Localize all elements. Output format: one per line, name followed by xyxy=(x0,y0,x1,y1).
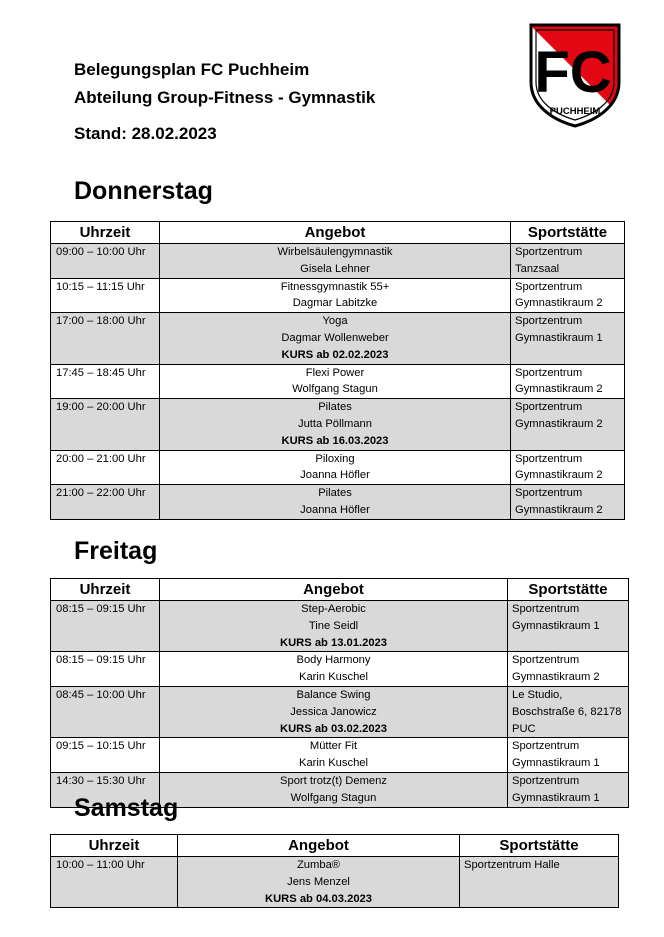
offer-cell xyxy=(178,857,460,908)
time-cell xyxy=(51,738,160,773)
instructor-name: Gisela Lehner xyxy=(300,262,370,275)
time-text: 10:00 – 11:00 Uhr xyxy=(56,859,145,871)
venue-name: Sportzentrum Halle xyxy=(464,859,560,871)
venue-name: Sportzentrum xyxy=(515,246,583,258)
offer-cell xyxy=(160,601,508,652)
column-header-angebot: Angebot xyxy=(160,222,511,244)
time-text: 10:15 – 11:15 Uhr xyxy=(56,280,145,293)
time-text: 20:00 – 21:00 Uhr xyxy=(56,452,146,465)
venue-name: Sportzentrum xyxy=(512,654,580,667)
venue-room: Tanzsaal xyxy=(515,262,560,275)
venue-cell xyxy=(511,278,625,313)
day-title-donnerstag: Donnerstag xyxy=(74,177,213,205)
time-cell xyxy=(51,601,160,652)
instructor-name: Wolfgang Stagun xyxy=(292,383,378,396)
venue-cell xyxy=(508,738,629,773)
course-name: Piloxing xyxy=(315,452,355,465)
time-text: 08:45 – 10:00 Uhr xyxy=(56,688,146,701)
time-cell xyxy=(51,485,160,520)
offer-cell xyxy=(160,399,511,450)
venue-room: Boschstraße 6, 82178 PUC xyxy=(512,705,622,735)
venue-room: Gymnastikraum 2 xyxy=(512,671,600,684)
time-text: 09:00 – 10:00 Uhr xyxy=(56,246,146,258)
time-text: 14:30 – 15:30 Uhr xyxy=(56,774,146,787)
instructor-name: Jutta Pöllmann xyxy=(297,417,372,430)
logo-letters: FC xyxy=(534,40,612,105)
course-name: Balance Swing xyxy=(296,688,371,701)
offer-cell xyxy=(160,364,511,399)
fc-puchheim-logo xyxy=(527,22,623,128)
column-header-angebot: Angebot xyxy=(160,579,508,601)
venue-name: Sportzentrum xyxy=(515,280,583,293)
venue-room: Gymnastikraum 1 xyxy=(512,757,600,770)
offer-cell xyxy=(160,450,511,485)
instructor-name: Wolfgang Stagun xyxy=(290,791,377,804)
time-text: 17:00 – 18:00 Uhr xyxy=(56,315,146,328)
venue-room: Gymnastikraum 1 xyxy=(515,331,603,344)
offer-cell xyxy=(160,772,508,807)
venue-name: Sportzentrum xyxy=(515,452,583,465)
time-text: 08:15 – 09:15 Uhr xyxy=(56,603,146,615)
offer-cell xyxy=(160,244,511,279)
time-text: 08:15 – 09:15 Uhr xyxy=(56,654,146,667)
day-title-samstag: Samstag xyxy=(74,794,179,822)
venue-cell xyxy=(508,601,629,652)
document-date: Stand: 28.02.2023 xyxy=(74,124,217,143)
offer-cell xyxy=(160,652,508,687)
venue-name: Sportzentrum xyxy=(512,774,580,787)
course-start-note: KURS ab 04.03.2023 xyxy=(265,892,372,905)
column-header-angebot: Angebot xyxy=(178,835,460,857)
table-row xyxy=(51,278,625,313)
course-start-note: KURS ab 16.03.2023 xyxy=(281,434,389,447)
column-header-sportstaette: Sportstätte xyxy=(460,835,619,857)
course-name: Fitnessgymnastik 55+ xyxy=(280,280,390,293)
document-header xyxy=(74,56,375,148)
instructor-name: Dagmar Wollenweber xyxy=(281,331,389,344)
time-cell xyxy=(51,652,160,687)
instructor-name: Jens Menzel xyxy=(287,875,350,888)
offer-cell xyxy=(160,686,508,737)
time-cell xyxy=(51,857,178,908)
instructor-name: Joanna Höfler xyxy=(300,503,370,516)
column-header-sportstaette: Sportstätte xyxy=(511,222,625,244)
venue-room: Gymnastikraum 2 xyxy=(515,417,603,430)
course-name: Wirbelsäulengymnastik xyxy=(277,246,393,258)
time-cell xyxy=(51,244,160,279)
time-text: 19:00 – 20:00 Uhr xyxy=(56,401,146,414)
column-header-uhrzeit: Uhrzeit xyxy=(51,835,178,857)
venue-name: Sportzentrum xyxy=(515,401,583,414)
venue-cell xyxy=(511,364,625,399)
instructor-name: Jessica Janowicz xyxy=(290,705,377,718)
venue-cell xyxy=(511,313,625,364)
offer-cell xyxy=(160,485,511,520)
table-row xyxy=(51,652,629,687)
table-row xyxy=(51,450,625,485)
time-text: 21:00 – 22:00 Uhr xyxy=(56,487,146,500)
table-row xyxy=(51,686,629,737)
course-name: Mütter Fit xyxy=(309,740,358,753)
instructor-name: Karin Kuschel xyxy=(298,671,369,684)
document-subtitle: Abteilung Group-Fitness - Gymnastik xyxy=(74,88,376,107)
course-name: Yoga xyxy=(322,315,348,328)
course-name: Pilates xyxy=(318,401,352,414)
instructor-name: Dagmar Labitzke xyxy=(292,297,378,310)
venue-room: Gymnastikraum 1 xyxy=(512,619,600,632)
venue-room: Gymnastikraum 2 xyxy=(515,503,603,516)
course-name: Flexi Power xyxy=(305,366,365,379)
table-row xyxy=(51,738,629,773)
offer-cell xyxy=(160,313,511,364)
venue-room: Gymnastikraum 1 xyxy=(512,791,600,804)
venue-room: Gymnastikraum 2 xyxy=(515,297,603,310)
offer-cell xyxy=(160,738,508,773)
table-row xyxy=(51,601,629,652)
time-cell xyxy=(51,364,160,399)
table-row xyxy=(51,485,625,520)
venue-cell xyxy=(508,652,629,687)
table-row xyxy=(51,857,619,908)
instructor-name: Joanna Höfler xyxy=(300,469,370,482)
venue-room: Gymnastikraum 2 xyxy=(515,469,603,482)
venue-name: Le Studio, xyxy=(512,688,563,701)
course-name: Step-Aerobic xyxy=(301,603,366,615)
course-start-note: KURS ab 13.01.2023 xyxy=(280,636,387,649)
offer-cell xyxy=(160,278,511,313)
venue-name: Sportzentrum xyxy=(515,315,583,328)
course-name: Sport trotz(t) Demenz xyxy=(280,774,387,787)
course-name: Zumba® xyxy=(296,859,341,871)
instructor-name: Karin Kuschel xyxy=(298,757,369,770)
logo-text: PUCHHEIM xyxy=(549,106,601,117)
venue-cell xyxy=(511,244,625,279)
day-title-freitag: Freitag xyxy=(74,537,158,565)
time-text: 17:45 – 18:45 Uhr xyxy=(56,366,146,379)
venue-cell xyxy=(511,399,625,450)
schedule-table-freitag xyxy=(50,578,629,808)
table-row xyxy=(51,364,625,399)
schedule-table-samstag xyxy=(50,834,619,908)
venue-cell xyxy=(511,485,625,520)
table-row xyxy=(51,399,625,450)
venue-cell xyxy=(508,772,629,807)
venue-name: Sportzentrum xyxy=(515,487,583,500)
schedule-table-donnerstag xyxy=(50,221,625,520)
venue-room: Gymnastikraum 2 xyxy=(515,383,603,396)
time-cell xyxy=(51,313,160,364)
venue-name: Sportzentrum xyxy=(515,366,583,379)
column-header-uhrzeit: Uhrzeit xyxy=(51,222,160,244)
course-name: Pilates xyxy=(318,487,352,500)
venue-name: Sportzentrum xyxy=(512,603,580,615)
time-cell xyxy=(51,278,160,313)
course-name: Body Harmony xyxy=(296,654,371,667)
instructor-name: Tine Seidl xyxy=(308,619,359,632)
table-row xyxy=(51,244,625,279)
document-title: Belegungsplan FC Puchheim xyxy=(74,60,310,79)
time-cell xyxy=(51,686,160,737)
table-row xyxy=(51,313,625,364)
column-header-uhrzeit: Uhrzeit xyxy=(51,579,160,601)
time-cell xyxy=(51,399,160,450)
venue-cell xyxy=(460,857,619,908)
course-start-note: KURS ab 02.02.2023 xyxy=(281,348,389,361)
course-start-note: KURS ab 03.02.2023 xyxy=(280,722,387,735)
column-header-sportstaette: Sportstätte xyxy=(508,579,629,601)
venue-cell xyxy=(508,686,629,737)
time-text: 09:15 – 10:15 Uhr xyxy=(56,740,146,753)
venue-cell xyxy=(511,450,625,485)
venue-name: Sportzentrum xyxy=(512,740,580,753)
time-cell xyxy=(51,450,160,485)
